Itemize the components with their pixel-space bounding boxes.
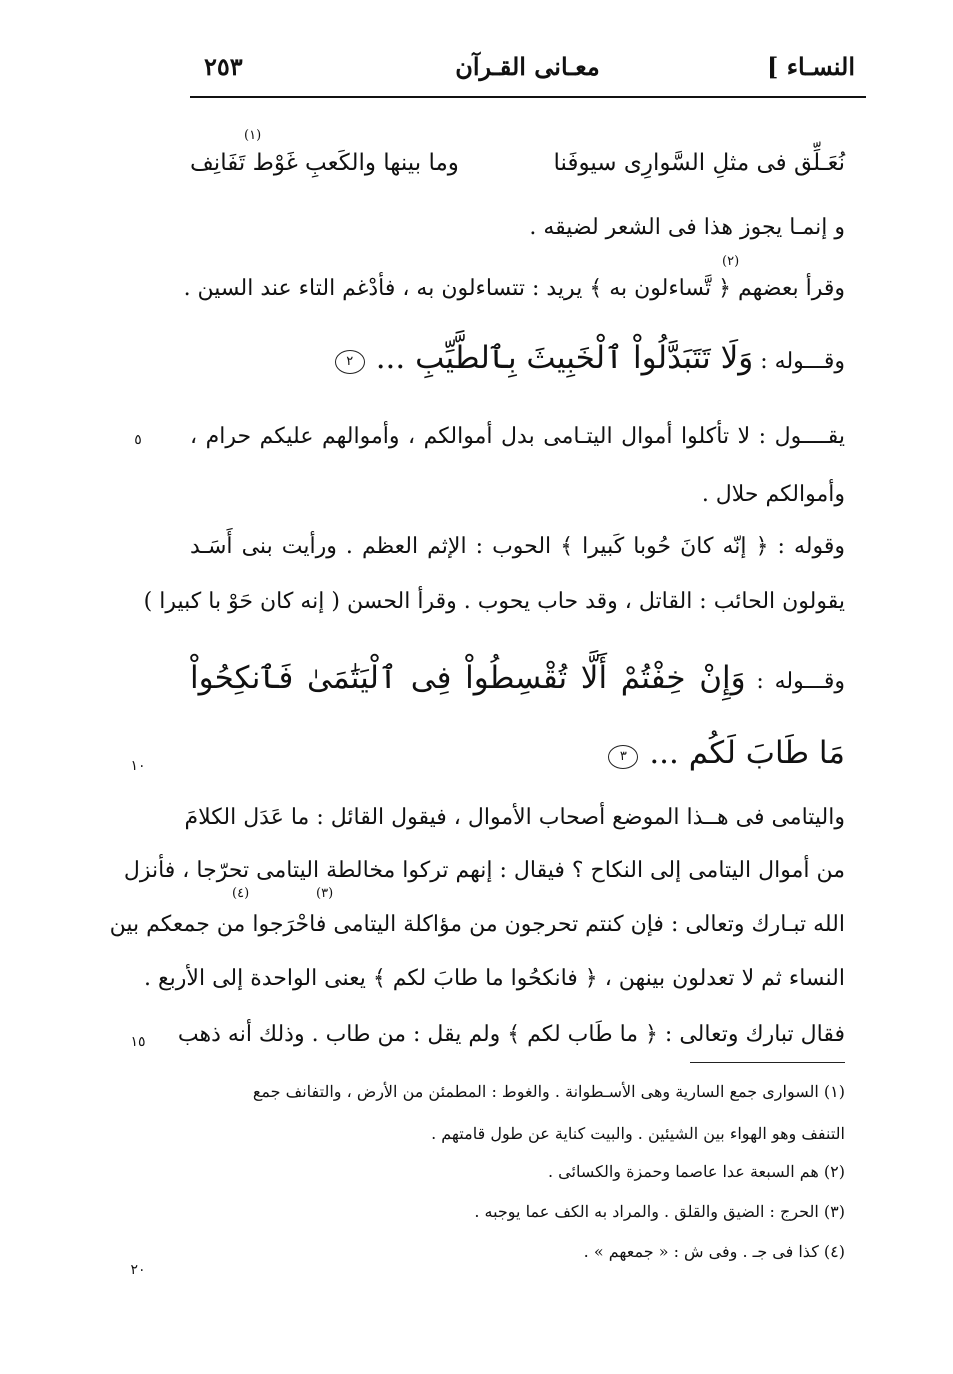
text-line: وقوله : ﴿ إنّه كانَ حُوبا كَبيرا ﴾ الحوب : الإثم العظم . ورأيت بنى أَسَـد	[190, 534, 845, 559]
margin-line-number: ٢٠	[130, 1262, 146, 1278]
text-line: فقال تبارك وتعالى : ﴿ ما طَاب لكم ﴾ ولم يقل : من طاب . وذلك أنه ذهب	[177, 1022, 845, 1047]
margin-line-number: ١٥	[130, 1034, 146, 1050]
text-line: يقولون الحائب : القاتل ، وقد حاب يحوب . وقرأ الحسن ( إنه كان حَوْ با كبيرا )	[143, 589, 845, 614]
quran-verse: مَا طَابَ لَكُم ...	[649, 735, 845, 771]
poem-hemistich-left: وما بينها والكَعبِ غَوْط تَفَانِف	[190, 150, 459, 176]
margin-line-number: ٥	[134, 432, 142, 448]
quran-verse: وَلَا تَتَبَدَّلُواْ ٱلْخَبِيثَ بِٱلطَّيِّبِ ...	[375, 340, 754, 376]
footnote: (٤) كذا فى جـ . وفى ش : « جمعهم » .	[583, 1242, 845, 1261]
margin-line-number: ١٠	[130, 758, 146, 774]
quran-verse: وَإِنْ خِفْتُمْ أَلَّا تُقْسِطُواْ فِى ٱلْيَتَٰمَىٰ فَٱنكِحُواْ	[190, 660, 746, 696]
quran-verse-line	[190, 660, 845, 697]
text-line: النساء ثم لا تعدلون بينهن ، ﴿ فانكحُوا ما طابَ لكم ﴾ يعنى الواحدة إلى الأربع .	[143, 966, 845, 991]
text-line: واليتامى فى هــذا الموضع أصحاب الأموال ، فيقول القائل : ما عَدَل الكلامَ	[184, 805, 845, 830]
footnote-ref-3: (٣)	[316, 886, 334, 901]
quran-verse-line	[190, 340, 845, 377]
footnote: التنفف وهو الهواء بين الشيئين . والبيت كناية عن طول قامتهم .	[431, 1124, 845, 1143]
text-line: من أموال اليتامى إلى النكاح ؟ فيقال : إنهم تركوا مخالطة اليتامى تحرّجا ، فأنزل	[123, 858, 845, 883]
header-rule	[190, 96, 866, 98]
footnote: (١) السوارى جمع السارية وهى الأسـطوانة . والغوط : المطمئن من الأرض ، والتفانف جمع	[252, 1082, 845, 1101]
surah-name: النسـاء ]	[767, 52, 855, 81]
page-number: ٢٥٣	[204, 52, 243, 81]
text-line: الله تبـارك وتعالى : فإن كنتم تحرجون من مؤاكلة اليتامى فاحْرَجوا من جمعكم بين	[109, 912, 845, 937]
text-line: و إنمـا يجوز هذا فى الشعر لضيقه .	[529, 215, 845, 240]
footnote: (٢) هم السبعة عدا عاصما وحمزة والكسائى .	[548, 1162, 845, 1181]
verse-intro: وقـــوله :	[756, 669, 845, 694]
footnote: (٣) الحرج : الضيق والقلق . والمراد به الكف عما يوجبه .	[474, 1202, 845, 1221]
verse-intro: وقـــوله :	[760, 349, 845, 374]
text-line: وقرأ بعضهم ﴿ تَّساءلون به ﴾ يريد : تتساءلون به ، فأدْغم التاء عند السين .	[183, 276, 845, 301]
text-line: يقــــول : لا تأكلوا أموال اليتـامى بدل أموالكم ، وأموالهم عليكم حرام ،	[190, 424, 845, 449]
footnote-rule	[690, 1062, 845, 1063]
running-header	[190, 46, 865, 96]
ayah-marker-icon: ٢	[335, 350, 365, 374]
quran-verse-line	[190, 735, 845, 772]
footnote-ref-1: (١)	[244, 128, 262, 143]
poem-hemistich-right: نُعَـلِّق فى مثلِ السَّوارِى سيوفَنا	[553, 150, 845, 176]
book-title: معـانى القـرآن	[455, 52, 600, 81]
footnote-ref-4: (٤)	[232, 886, 250, 901]
text-line: وأموالكم حلال .	[701, 482, 845, 507]
ayah-marker-icon: ٣	[608, 745, 638, 769]
footnote-ref-2: (٢)	[722, 254, 740, 269]
